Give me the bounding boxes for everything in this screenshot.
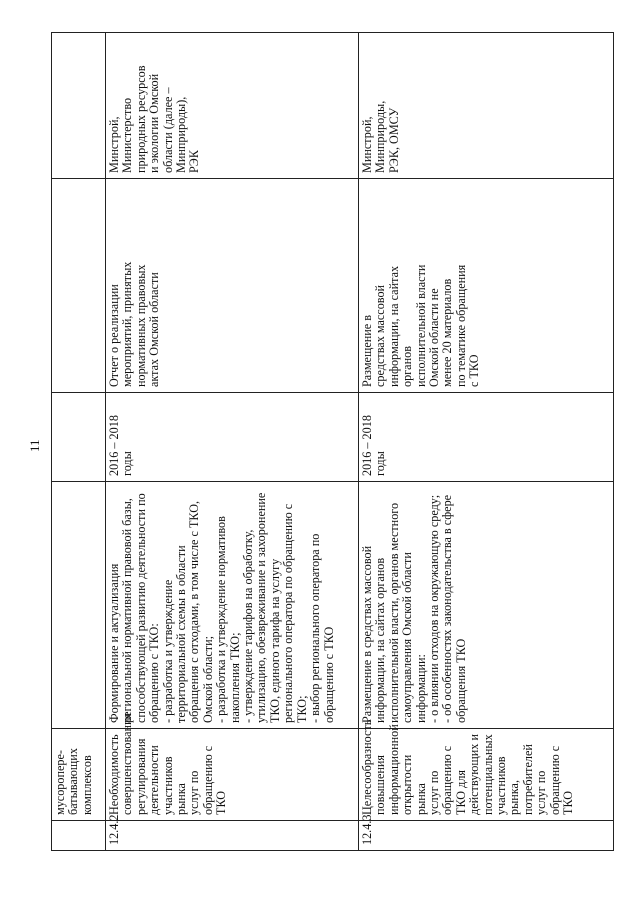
period-cell [52, 393, 106, 482]
result-cell: Отчет о реализации мероприятий, принятых нормативных правовых актах Омской области [106, 179, 359, 393]
item-number-cell: 12.4.2 [106, 821, 359, 851]
responsible-cell [52, 33, 106, 179]
problem-cell: Необходимость совершенствования регулирования деятельности участников рынка услуг по обращению с ТКО [106, 729, 359, 821]
table-row [359, 33, 614, 851]
period-cell: 2016 – 2018 годы [359, 393, 614, 482]
item-number-cell [52, 821, 106, 851]
item-number-cell: 12.4.3 [359, 821, 614, 851]
responsible-cell: Минстрой, Министерство природных ресурсов и экологии Омской области (далее – Минприроды), РЭК [106, 33, 359, 179]
table-row [52, 33, 106, 851]
problem-cell: Целесообразность повышения информационной открытости рынка услуг по обращению с ТКО для действующих и потенциальных участников рынка, потребителей услуг по обращению с ТКО [359, 729, 614, 821]
result-cell: Размещение в средствах массовой информации, на сайтах органов исполнительной власти Омской области не менее 20 материалов по тематике обращения с ТКО [359, 179, 614, 393]
table-row [106, 33, 359, 851]
rotated-table-container [51, 33, 598, 851]
problem-cell: мусоропере- батывающих комплексов [52, 729, 106, 821]
responsible-cell: Минстрой, Минприроды, РЭК, ОМСУ [359, 33, 614, 179]
page-number: 11 [27, 439, 42, 452]
measures-cell [52, 482, 106, 729]
measures-table [51, 32, 614, 851]
measures-cell: Размещение в средствах массовой информации, на сайтах органов исполнительной власти, органов местного самоуправления Омской области информации: - о влиянии отходов на окружающую среду; - об особенностях законодательства в сфере обращения ТКО [359, 482, 614, 729]
period-cell: 2016 – 2018 годы [106, 393, 359, 482]
result-cell [52, 179, 106, 393]
measures-cell: Формирование и актуализация региональной нормативной правовой базы, способствующей развитию деятельности по обращению с ТКО: - разработка и утверждение территориальной схемы в области обращения с отходами, в том числе с ТКО, Омской области; - разработка и утверждение нормативов накопления ТКО; - утверждение тарифов на обработку, утилизацию, обезвреживание и захоронение ТКО, единого тарифа на услугу регионального оператора по обращению с ТКО; - выбор регионального оператора по обращению с ТКО [106, 482, 359, 729]
